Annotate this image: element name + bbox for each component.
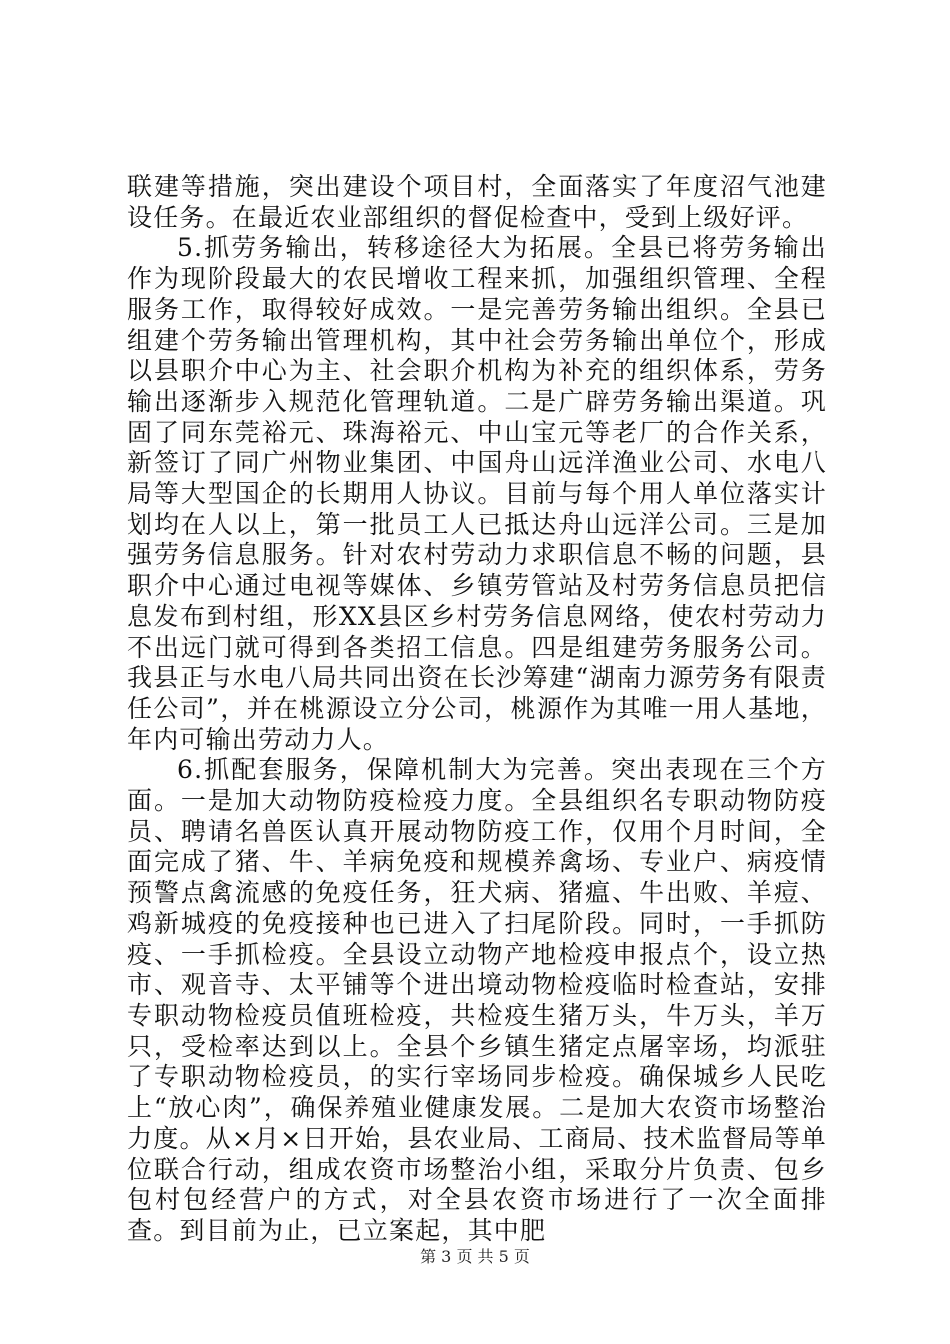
document-body: [127, 172, 827, 1247]
paragraph-continuation: 联建等措施，突出建设个项目村，全面落实了年度沼气池建设任务。在最近农业部组织的督促检查中，受到上级好评。: [127, 172, 827, 232]
paragraph-labor-export: 5.抓劳务输出，转移途径大为拓展。全县已将劳务输出作为现阶段最大的农民增收工程来抓，加强组织管理、全程服务工作，取得较好成效。一是完善劳务输出组织。全县已组建个劳务输出管理机构，其中社会劳务输出单位个，形成以县职介中心为主、社会职介机构为补充的组织体系，劳务输出逐渐步入规范化管理轨道。二是广辟劳务输出渠道。巩固了同东莞裕元、珠海裕元、中山宝元等老厂的合作关系，新签订了同广州物业集团、中国舟山远洋渔业公司、水电八局等大型国企的长期用人协议。目前与每个用人单位落实计划均在人以上，第一批员工人已抵达舟山远洋公司。三是加强劳务信息服务。针对农村劳动力求职信息不畅的问题，县职介中心通过电视等媒体、乡镇劳管站及村劳务信息员把信息发布到村组，形XX县区乡村劳务信息网络，使农村劳动力不出远门就可得到各类招工信息。四是组建劳务服务公司。我县正与水电八局共同出资在长沙筹建“湖南力源劳务有限责任公司”，并在桃源设立分公司，桃源作为其唯一用人基地，年内可输出劳动力人。: [127, 233, 827, 754]
page-number-footer: 第 3 页 共 5 页: [420, 1247, 530, 1266]
paragraph-support-services: 6.抓配套服务，保障机制大为完善。突出表现在三个方面。一是加大动物防疫检疫力度。全县组织名专职动物防疫员、聘请名兽医认真开展动物防疫工作，仅用个月时间，全面完成了猪、牛、羊病免疫和规模养禽场、专业户、病疫情预警点禽流感的免疫任务，狂犬病、猪瘟、牛出败、羊痘、鸡新城疫的免疫接种也已进入了扫尾阶段。同时，一手抓防疫、一手抓检疫。全县设立动物产地检疫申报点个，设立热市、观音寺、太平铺等个进出境动物检疫临时检查站，安排专职动物检疫员值班检疫，共检疫生猪万头，牛万头，羊万只，受检率达到以上。全县个乡镇生猪定点屠宰场，均派驻了专职动物检疫员，的实行宰场同步检疫。确保城乡人民吃上“放心肉”，确保养殖业健康发展。二是加大农资市场整治力度。从×月×日开始，县农业局、工商局、技术监督局等单位联合行动，组成农资市场整治小组，采取分片负责、包乡包村包经营户的方式，对全县农资市场进行了一次全面排查。到目前为止，已立案起，其中肥: [127, 755, 827, 1245]
